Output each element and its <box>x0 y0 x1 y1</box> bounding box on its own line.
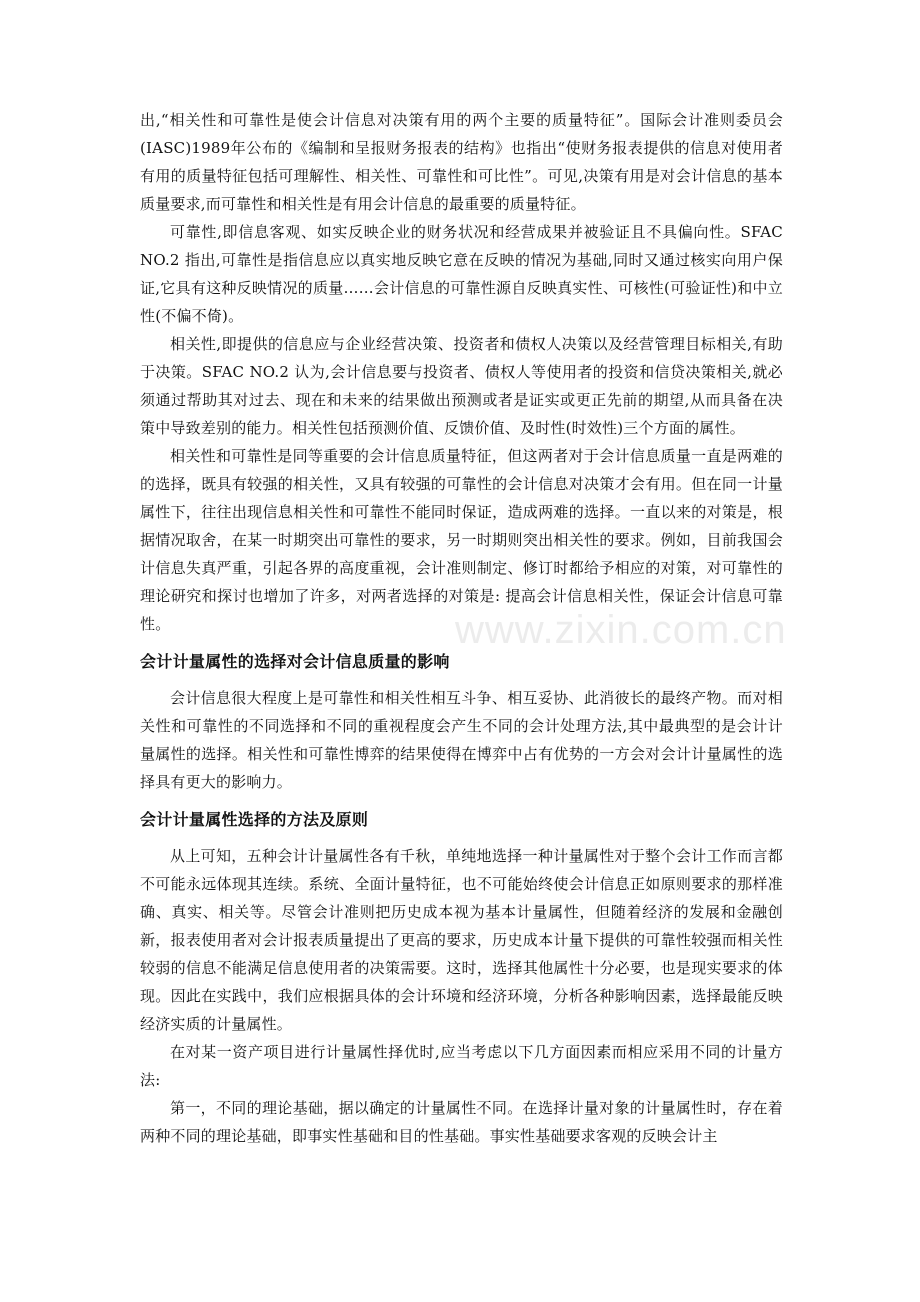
paragraph-4: 相关性和可靠性是同等重要的会计信息质量特征，但这两者对于会计信息质量一直是两难的的选择，既具有较强的相关性，又具有较强的可靠性的会计信息对决策才会有用。但在同一计量属性下，往往出现信息相关性和可靠性不能同时保证，造成两难的选择。一直以来的对策是，根据情况取舍，在某一时期突出可靠性的要求，另一时期则突出相关性的要求。例如，目前我国会计信息失真严重，引起各界的高度重视，会计准则制定、修订时都给予相应的对策，对可靠性的理论研究和探讨也增加了许多，对两者选择的对策是: 提高会计信息相关性，保证会计信息可靠性。 <box>140 447 783 633</box>
document-page <box>140 106 783 1150</box>
paragraph-8: 第一，不同的理论基础，据以确定的计量属性不同。在选择计量对象的计量属性时，存在着两种不同的理论基础，即事实性基础和目的性基础。事实性基础要求客观的反映会计主 <box>140 1099 783 1145</box>
paragraph-7: 在对某一资产项目进行计量属性择优时,应当考虑以下几方面因素而相应采用不同的计量方法: <box>140 1043 783 1089</box>
section-heading-2: 会计计量属性选择的方法及原则 <box>140 810 369 829</box>
paragraph-6: 从上可知，五种会计计量属性各有千秋，单纯地选择一种计量属性对于整个会计工作而言都不可能永远体现其连续。系统、全面计量特征，也不可能始终使会计信息正如原则要求的那样准确、真实、相关等。尽管会计准则把历史成本视为基本计量属性，但随着经济的发展和金融创新，报表使用者对会计报表质量提出了更高的要求，历史成本计量下提供的可靠性较强而相关性较弱的信息不能满足信息使用者的决策需要。这时，选择其他属性十分必要，也是现实要求的体现。因此在实践中，我们应根据具体的会计环境和经济环境，分析各种影响因素，选择最能反映经济实质的计量属性。 <box>140 847 783 1033</box>
paragraph-3: 相关性,即提供的信息应与企业经营决策、投资者和债权人决策以及经营管理目标相关,有助于决策。SFAC NO.2 认为,会计信息要与投资者、债权人等使用者的投资和信贷决策相关,就必须通过帮助其对过去、现在和未来的结果做出预测或者是证实或更正先前的期望,从而具备在决策中导致差别的能力。相关性包括预测价值、反馈价值、及时性(时效性)三个方面的属性。 <box>140 335 783 437</box>
paragraph-5: 会计信息很大程度上是可靠性和相关性相互斗争、相互妥协、此消彼长的最终产物。而对相关性和可靠性的不同选择和不同的重视程度会产生不同的会计处理方法,其中最典型的是会计计量属性的选择。相关性和可靠性博弈的结果使得在博弈中占有优势的一方会对会计计量属性的选择具有更大的影响力。 <box>140 689 783 791</box>
watermark: www.zixin.com.cn <box>455 608 787 652</box>
paragraph-2: 可靠性,即信息客观、如实反映企业的财务状况和经营成果并被验证且不具偏向性。SFAC NO.2 指出,可靠性是指信息应以真实地反映它意在反映的情况为基础,同时又通过核实向用户保证,它具有这种反映情况的质量……会计信息的可靠性源自反映真实性、可核性(可验证性)和中立性(不偏不倚)。 <box>140 223 783 325</box>
paragraph-1: 出,“相关性和可靠性是使会计信息对决策有用的两个主要的质量特征”。国际会计准则委员会(IASC)1989年公布的《编制和呈报财务报表的结构》也指出“使财务报表提供的信息对使用者有用的质量特征包括可理解性、相关性、可靠性和可比性”。可见,决策有用是对会计信息的基本质量要求,而可靠性和相关性是有用会计信息的最重要的质量特征。 <box>140 111 783 213</box>
section-heading-1: 会计计量属性的选择对会计信息质量的影响 <box>140 652 450 671</box>
